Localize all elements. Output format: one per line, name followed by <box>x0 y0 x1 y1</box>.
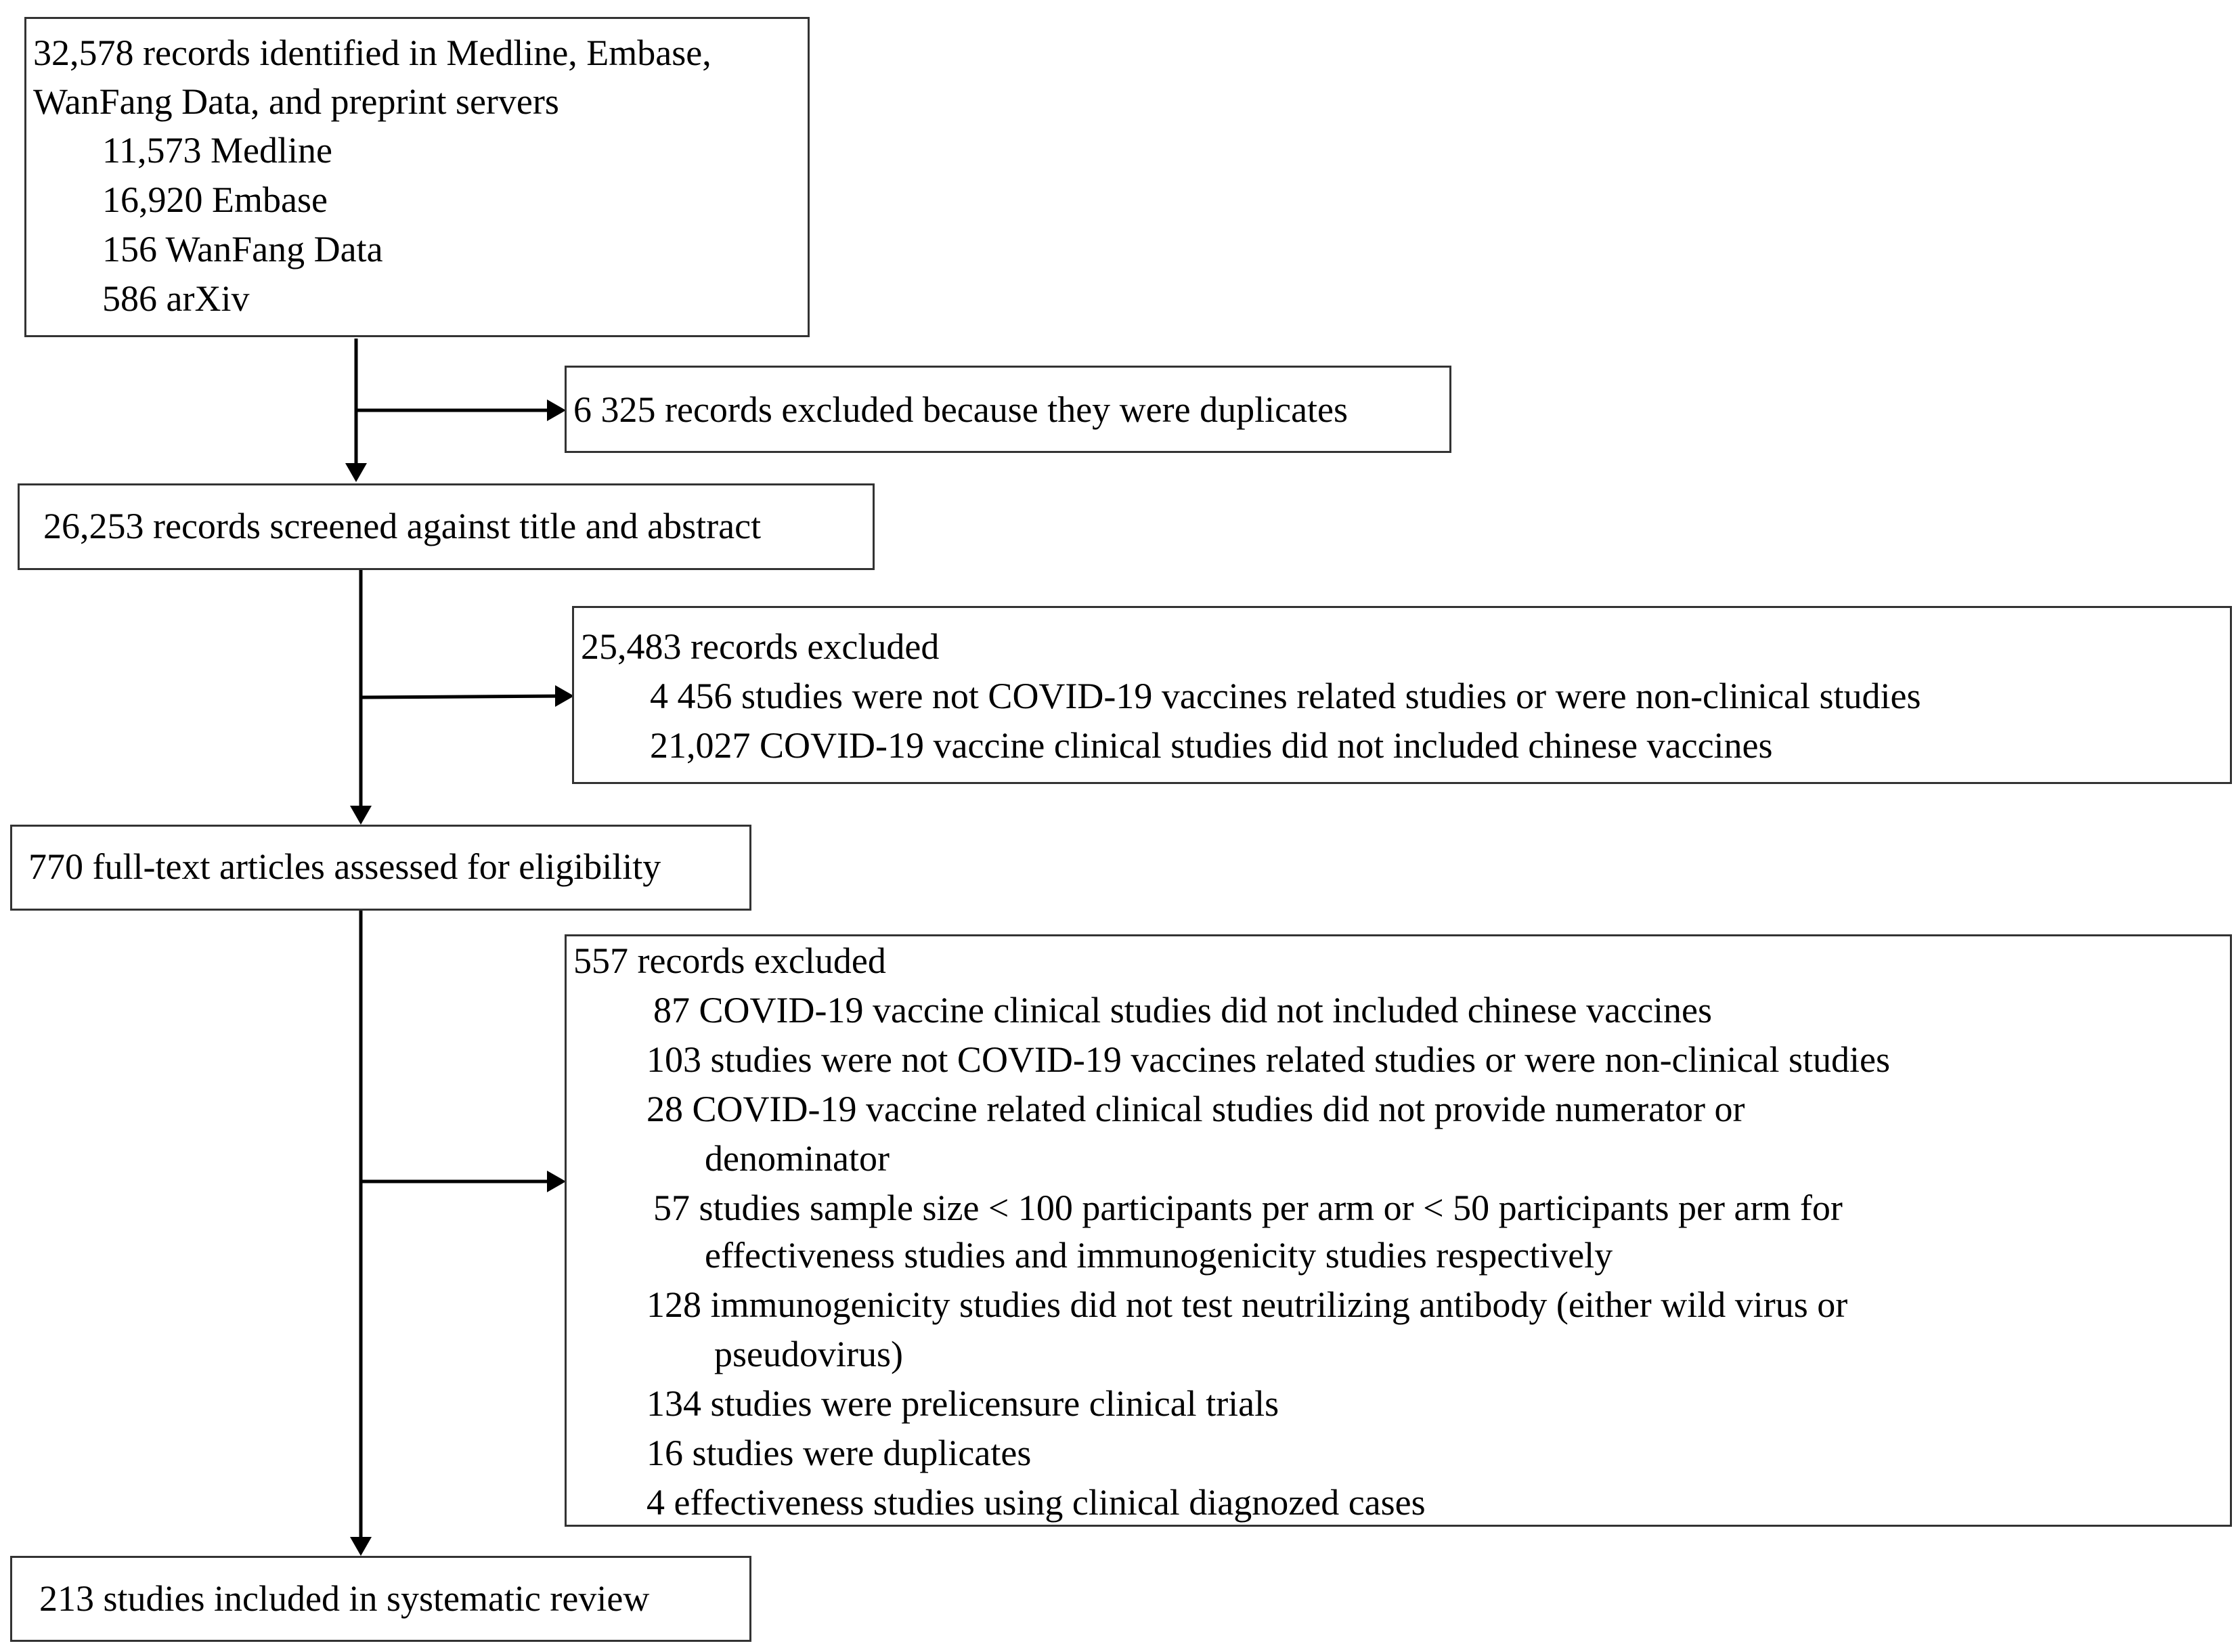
screening-excluded-line: 4 456 studies were not COVID-19 vaccines related studies or were non-clinical studies <box>650 676 1921 716</box>
identified-line: 16,920 Embase <box>102 179 328 220</box>
arrowhead-excluded-screen <box>555 685 574 707</box>
identified-line: WanFang Data, and preprint servers <box>33 81 559 122</box>
duplicates-excluded-box <box>565 366 1451 453</box>
arrowhead-excluded-fulltext <box>547 1171 566 1192</box>
screened-records-box <box>18 483 875 570</box>
fulltext-excluded-box <box>565 934 2232 1527</box>
screening-excluded-line: 21,027 COVID-19 vaccine clinical studies did not included chinese vaccines <box>650 725 1773 766</box>
identified-line: 32,578 records identified in Medline, Embase, <box>33 32 711 73</box>
fulltext-excluded-line: 28 COVID-19 vaccine related clinical studies did not provide numerator or <box>646 1089 1745 1129</box>
fulltext-line: 770 full-text articles assessed for eligibility <box>28 846 661 887</box>
arrowhead-screened <box>345 463 367 482</box>
arrow-to-excluded-screen <box>361 696 567 697</box>
identified-line: 156 WanFang Data <box>102 229 383 269</box>
duplicates-line: 6 325 records excluded because they were duplicates <box>573 389 1349 430</box>
fulltext-excluded-line: denominator <box>705 1138 890 1179</box>
fulltext-excluded-line: 87 COVID-19 vaccine clinical studies did not included chinese vaccines <box>653 990 1713 1030</box>
arrowhead-duplicates <box>547 399 566 421</box>
fulltext-excluded-line: 134 studies were prelicensure clinical trials <box>646 1383 1279 1424</box>
arrowhead-fulltext <box>350 806 372 825</box>
arrowhead-included <box>350 1537 372 1556</box>
fulltext-excluded-line: effectiveness studies and immunogenicity studies respectively <box>705 1235 1613 1276</box>
fulltext-excluded-line: 4 effectiveness studies using clinical diagnozed cases <box>646 1482 1426 1523</box>
fulltext-excluded-line: 103 studies were not COVID-19 vaccines related studies or were non-clinical studies <box>646 1039 1890 1080</box>
included-studies-box <box>10 1556 751 1642</box>
fulltext-excluded-line: pseudovirus) <box>714 1334 903 1374</box>
fulltext-excluded-line: 557 records excluded <box>573 940 886 981</box>
fulltext-excluded-line: 57 studies sample size < 100 participants per arm or < 50 participants per arm for <box>653 1188 1843 1228</box>
screening-excluded-line: 25,483 records excluded <box>581 626 940 667</box>
screening-excluded-box <box>572 606 2232 784</box>
identified-line: 586 arXiv <box>102 278 250 319</box>
included-line: 213 studies included in systematic review <box>39 1578 650 1619</box>
fulltext-assessed-box <box>10 825 751 911</box>
fulltext-excluded-line: 16 studies were duplicates <box>646 1433 1032 1473</box>
identified-records-box <box>24 17 810 337</box>
identified-line: 11,573 Medline <box>102 130 332 171</box>
fulltext-excluded-line: 128 immunogenicity studies did not test neutrilizing antibody (either wild virus or <box>646 1284 1848 1325</box>
screened-line: 26,253 records screened against title and abstract <box>43 506 762 546</box>
